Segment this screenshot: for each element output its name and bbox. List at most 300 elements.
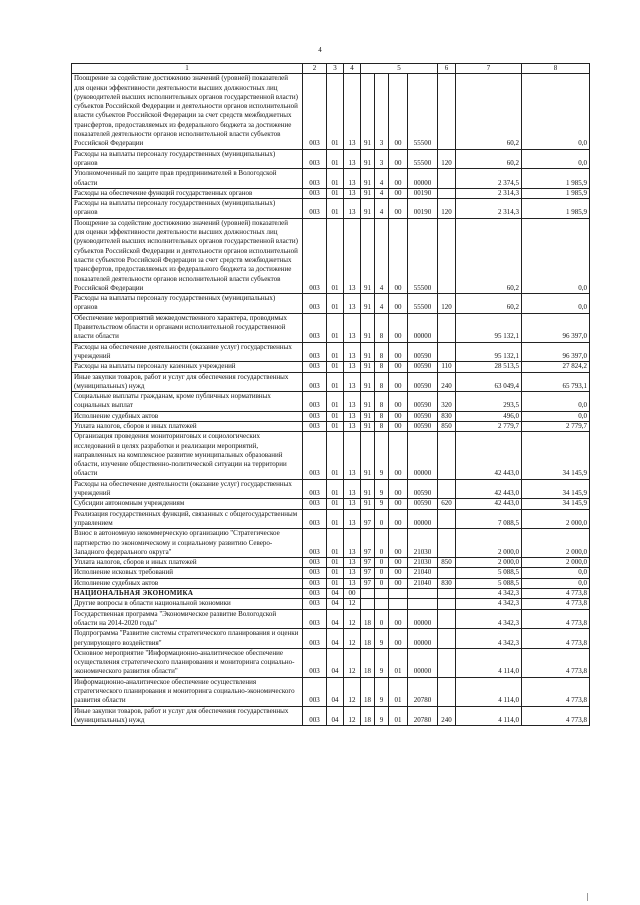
col-8: 0,0 xyxy=(522,218,590,293)
col-5c: 00 xyxy=(389,479,408,499)
col-4: 12 xyxy=(344,609,361,629)
col-7: 5 088,5 xyxy=(456,578,522,588)
col-7: 95 132,1 xyxy=(456,342,522,362)
col-5c: 00 xyxy=(389,149,408,169)
col-5c xyxy=(389,589,408,599)
row-name: Государственная программа "Экономическое развитие Вологодской области на 2014-2020 годы" xyxy=(72,609,303,629)
col-2: 003 xyxy=(303,421,327,431)
col-4: 12 xyxy=(344,599,361,609)
col-5b: 0 xyxy=(375,578,389,588)
col-4: 13 xyxy=(344,342,361,362)
col-5c: 00 xyxy=(389,218,408,293)
col-4: 12 xyxy=(344,629,361,649)
col-4: 13 xyxy=(344,411,361,421)
col-4: 12 xyxy=(344,706,361,726)
col-5a: 91 xyxy=(361,432,375,479)
col-8: 4 773,8 xyxy=(522,589,590,599)
col-2: 003 xyxy=(303,188,327,198)
col-5b: 9 xyxy=(375,432,389,479)
table-row xyxy=(72,499,590,509)
col-4: 13 xyxy=(344,479,361,499)
col-2: 003 xyxy=(303,218,327,293)
col-5b: 3 xyxy=(375,74,389,149)
col-2: 003 xyxy=(303,372,327,392)
col-6 xyxy=(438,609,456,629)
col-4: 13 xyxy=(344,169,361,189)
col-6: 830 xyxy=(438,411,456,421)
col-5d: 21040 xyxy=(408,578,438,588)
row-name: Исполнение судебных актов xyxy=(72,411,303,421)
col-3: 01 xyxy=(327,218,344,293)
col-5c: 00 xyxy=(389,294,408,314)
col-6: 620 xyxy=(438,499,456,509)
col-5a: 91 xyxy=(361,499,375,509)
col-5b: 9 xyxy=(375,479,389,499)
col-7: 2 314,3 xyxy=(456,188,522,198)
col-5d: 00590 xyxy=(408,392,438,412)
col-5b: 0 xyxy=(375,529,389,558)
col-7: 2 000,0 xyxy=(456,558,522,568)
col-8: 2 000,0 xyxy=(522,558,590,568)
col-3: 01 xyxy=(327,509,344,529)
col-7: 4 342,3 xyxy=(456,609,522,629)
col-5d: 00590 xyxy=(408,342,438,362)
col-5c: 00 xyxy=(389,188,408,198)
col-5b: 9 xyxy=(375,706,389,726)
table-row xyxy=(72,294,590,314)
col-5d: 00000 xyxy=(408,648,438,677)
row-name: Подпрограмма "Развитие системы стратегического планирования и оценки регулирующего воздействия" xyxy=(72,629,303,649)
col-5a: 91 xyxy=(361,411,375,421)
col-7: 4 342,3 xyxy=(456,599,522,609)
col-7: 2 314,3 xyxy=(456,199,522,219)
col-3: 01 xyxy=(327,411,344,421)
row-name: Обеспечение мероприятий межведомственного характера, проводимых Правительством области и органами исполнительной государственной власти области xyxy=(72,313,303,342)
col-5d: 55500 xyxy=(408,149,438,169)
col-6 xyxy=(438,648,456,677)
col-5c: 00 xyxy=(389,313,408,342)
col-5a: 91 xyxy=(361,294,375,314)
col-5d: 21030 xyxy=(408,558,438,568)
col-7: 4 114,0 xyxy=(456,706,522,726)
row-name: Реализация государственных функций, связанных с общегосударственным управлением xyxy=(72,509,303,529)
col-6: 850 xyxy=(438,421,456,431)
col-2: 003 xyxy=(303,149,327,169)
col-4: 13 xyxy=(344,509,361,529)
col-5b: 8 xyxy=(375,342,389,362)
col-2: 003 xyxy=(303,568,327,578)
table-row xyxy=(72,479,590,499)
header-col-5: 5 xyxy=(361,64,438,74)
col-4: 12 xyxy=(344,677,361,706)
col-5b: 9 xyxy=(375,499,389,509)
table-row xyxy=(72,589,590,599)
col-8: 65 793,1 xyxy=(522,372,590,392)
col-4: 13 xyxy=(344,294,361,314)
col-6: 830 xyxy=(438,578,456,588)
table-row xyxy=(72,578,590,588)
row-name: Расходы на обеспечение деятельности (оказание услуг) государственных учреждений xyxy=(72,479,303,499)
table-row xyxy=(72,199,590,219)
col-8: 0,0 xyxy=(522,411,590,421)
col-2: 003 xyxy=(303,609,327,629)
row-name: Поощрение за содействие достижению значений (уровней) показателей для оценки эффективности деятельности высших должностных лиц (руководителей высших исполнительных органов государственной власти) субъектов Российской Федерации и деятельности органов исполнительной власти субъектов Российской Федерации за счет средств межбюджетных трансфертов, предоставляемых из федерального бюджета за достижение показателей деятельности органов исполнительной власти субъектов Российской Федерации xyxy=(72,74,303,149)
table-row xyxy=(72,509,590,529)
col-6: 240 xyxy=(438,372,456,392)
table-row xyxy=(72,218,590,293)
col-5b: 0 xyxy=(375,558,389,568)
col-5d: 00000 xyxy=(408,609,438,629)
col-7: 60,2 xyxy=(456,218,522,293)
header-col-8: 8 xyxy=(522,64,590,74)
col-5d: 00000 xyxy=(408,509,438,529)
col-5c: 00 xyxy=(389,392,408,412)
col-5a: 91 xyxy=(361,188,375,198)
col-7: 95 132,1 xyxy=(456,313,522,342)
col-5c: 00 xyxy=(389,509,408,529)
col-2: 003 xyxy=(303,169,327,189)
col-8: 1 985,9 xyxy=(522,199,590,219)
page-number: 4 xyxy=(318,46,322,54)
col-7: 4 342,3 xyxy=(456,629,522,649)
col-8: 4 773,8 xyxy=(522,609,590,629)
col-6 xyxy=(438,479,456,499)
col-7: 63 049,4 xyxy=(456,372,522,392)
col-2: 003 xyxy=(303,313,327,342)
header-col-7: 7 xyxy=(456,64,522,74)
row-name: Уплата налогов, сборов и иных платежей xyxy=(72,558,303,568)
col-5a: 97 xyxy=(361,568,375,578)
col-3: 01 xyxy=(327,499,344,509)
row-name: Субсидии автономным учреждениям xyxy=(72,499,303,509)
row-name: Основное мероприятие "Информационно-аналитическое обеспечение осуществления стратегического планирования и мониторинга социально-экономического развития области" xyxy=(72,648,303,677)
col-5d xyxy=(408,589,438,599)
table-row xyxy=(72,342,590,362)
row-name: Расходы на обеспечение функций государственных органов xyxy=(72,188,303,198)
col-7: 60,2 xyxy=(456,294,522,314)
col-5b: 0 xyxy=(375,509,389,529)
row-name: Расходы на выплаты персоналу государственных (муниципальных) органов xyxy=(72,199,303,219)
col-6 xyxy=(438,599,456,609)
col-5b: 8 xyxy=(375,313,389,342)
col-8: 4 773,8 xyxy=(522,677,590,706)
col-3: 01 xyxy=(327,558,344,568)
col-3: 04 xyxy=(327,706,344,726)
col-5c: 00 xyxy=(389,558,408,568)
header-col-2: 2 xyxy=(303,64,327,74)
table-row xyxy=(72,529,590,558)
col-7: 4 114,0 xyxy=(456,648,522,677)
col-3: 01 xyxy=(327,432,344,479)
col-6 xyxy=(438,589,456,599)
header-col-3: 3 xyxy=(327,64,344,74)
header-col-1: 1 xyxy=(72,64,303,74)
col-2: 003 xyxy=(303,479,327,499)
col-5c: 01 xyxy=(389,648,408,677)
col-4: 13 xyxy=(344,432,361,479)
col-2: 003 xyxy=(303,509,327,529)
col-5a: 97 xyxy=(361,509,375,529)
col-5d: 00590 xyxy=(408,411,438,421)
table-row xyxy=(72,648,590,677)
col-3: 01 xyxy=(327,199,344,219)
col-3: 04 xyxy=(327,609,344,629)
col-5d: 00000 xyxy=(408,629,438,649)
col-7: 4 342,3 xyxy=(456,589,522,599)
col-5a: 97 xyxy=(361,529,375,558)
table-row xyxy=(72,432,590,479)
col-5c: 00 xyxy=(389,372,408,392)
col-5c xyxy=(389,599,408,609)
col-6 xyxy=(438,529,456,558)
col-5a: 91 xyxy=(361,421,375,431)
col-5a: 18 xyxy=(361,609,375,629)
edge-mark xyxy=(587,893,588,901)
col-5b: 4 xyxy=(375,294,389,314)
col-2: 003 xyxy=(303,558,327,568)
table-row xyxy=(72,568,590,578)
col-2: 003 xyxy=(303,362,327,372)
col-5a: 97 xyxy=(361,558,375,568)
row-name: Расходы на выплаты персоналу казенных учреждений xyxy=(72,362,303,372)
table-row xyxy=(72,599,590,609)
col-3: 01 xyxy=(327,313,344,342)
col-5c: 00 xyxy=(389,411,408,421)
col-5a: 18 xyxy=(361,677,375,706)
budget-table xyxy=(71,63,590,726)
col-6 xyxy=(438,218,456,293)
col-5d: 00000 xyxy=(408,169,438,189)
col-5a: 18 xyxy=(361,648,375,677)
table-row xyxy=(72,169,590,189)
row-name: Уполномоченный по защите прав предпринимателей в Вологодской области xyxy=(72,169,303,189)
col-8: 34 145,9 xyxy=(522,499,590,509)
col-5b: 8 xyxy=(375,392,389,412)
table-row xyxy=(72,362,590,372)
col-8: 1 985,9 xyxy=(522,169,590,189)
col-4: 13 xyxy=(344,578,361,588)
col-4: 13 xyxy=(344,74,361,149)
col-6: 110 xyxy=(438,362,456,372)
col-5a: 91 xyxy=(361,342,375,362)
col-5a: 91 xyxy=(361,74,375,149)
col-2: 003 xyxy=(303,432,327,479)
table-row xyxy=(72,372,590,392)
col-8: 2 000,0 xyxy=(522,529,590,558)
col-5a: 97 xyxy=(361,578,375,588)
col-3: 01 xyxy=(327,372,344,392)
col-5c: 00 xyxy=(389,169,408,189)
col-5c: 01 xyxy=(389,677,408,706)
col-5d: 00590 xyxy=(408,499,438,509)
row-name: НАЦИОНАЛЬНАЯ ЭКОНОМИКА xyxy=(72,589,303,599)
col-5c: 00 xyxy=(389,568,408,578)
col-5c: 00 xyxy=(389,499,408,509)
col-5c: 00 xyxy=(389,342,408,362)
col-3: 01 xyxy=(327,188,344,198)
col-5d: 00590 xyxy=(408,479,438,499)
col-6 xyxy=(438,342,456,362)
col-5d: 20780 xyxy=(408,706,438,726)
row-name: Уплата налогов, сборов и иных платежей xyxy=(72,421,303,431)
col-5b: 4 xyxy=(375,218,389,293)
row-name: Расходы на выплаты персоналу государственных (муниципальных) органов xyxy=(72,294,303,314)
col-3: 01 xyxy=(327,342,344,362)
col-6: 240 xyxy=(438,706,456,726)
table-row xyxy=(72,558,590,568)
col-2: 003 xyxy=(303,648,327,677)
col-3: 01 xyxy=(327,392,344,412)
col-4: 12 xyxy=(344,648,361,677)
col-5d: 00000 xyxy=(408,313,438,342)
col-7: 2 000,0 xyxy=(456,529,522,558)
col-5c: 00 xyxy=(389,529,408,558)
table-row xyxy=(72,421,590,431)
col-8: 34 145,9 xyxy=(522,479,590,499)
col-5d: 00590 xyxy=(408,372,438,392)
col-5d: 55500 xyxy=(408,294,438,314)
col-7: 42 443,0 xyxy=(456,432,522,479)
col-3: 01 xyxy=(327,294,344,314)
col-7: 496,0 xyxy=(456,411,522,421)
col-3: 01 xyxy=(327,421,344,431)
row-name: Исполнение судебных актов xyxy=(72,578,303,588)
row-name: Организация проведения мониторинговых и социологических исследований в целях разработки и реализации мероприятий, направленных на комплексное развитие муниципальных образований области, изучение общественно-политической ситуации на территории области xyxy=(72,432,303,479)
col-5b: 3 xyxy=(375,149,389,169)
table-row xyxy=(72,188,590,198)
col-5a: 91 xyxy=(361,149,375,169)
col-2: 003 xyxy=(303,74,327,149)
col-6 xyxy=(438,509,456,529)
row-name: Взнос в автономную некоммерческую организацию "Стратегическое партнерство по экономическому и социальному развитию Северо-Западного федерального округа" xyxy=(72,529,303,558)
col-5b: 9 xyxy=(375,629,389,649)
col-7: 60,2 xyxy=(456,74,522,149)
col-5d xyxy=(408,599,438,609)
col-5d: 55500 xyxy=(408,218,438,293)
col-8: 4 773,8 xyxy=(522,629,590,649)
col-5a: 91 xyxy=(361,313,375,342)
col-5c: 00 xyxy=(389,362,408,372)
row-name: Расходы на обеспечение деятельности (оказание услуг) государственных учреждений xyxy=(72,342,303,362)
col-5d: 55500 xyxy=(408,74,438,149)
col-5a: 18 xyxy=(361,629,375,649)
col-8: 96 397,0 xyxy=(522,313,590,342)
col-6 xyxy=(438,568,456,578)
col-4: 13 xyxy=(344,149,361,169)
col-5b: 0 xyxy=(375,609,389,629)
table-row xyxy=(72,609,590,629)
row-name: Иные закупки товаров, работ и услуг для обеспечения государственных (муниципальных) нужд xyxy=(72,372,303,392)
col-3: 04 xyxy=(327,677,344,706)
col-4: 13 xyxy=(344,199,361,219)
table-row xyxy=(72,149,590,169)
col-5b: 4 xyxy=(375,199,389,219)
col-5b: 8 xyxy=(375,421,389,431)
col-8: 2 000,0 xyxy=(522,509,590,529)
col-6 xyxy=(438,313,456,342)
col-3: 01 xyxy=(327,169,344,189)
col-4: 13 xyxy=(344,218,361,293)
col-4: 13 xyxy=(344,392,361,412)
col-8: 34 145,9 xyxy=(522,432,590,479)
col-2: 003 xyxy=(303,499,327,509)
col-2: 003 xyxy=(303,411,327,421)
col-5b: 9 xyxy=(375,677,389,706)
col-8: 4 773,8 xyxy=(522,648,590,677)
col-2: 003 xyxy=(303,599,327,609)
col-8: 0,0 xyxy=(522,149,590,169)
col-6 xyxy=(438,74,456,149)
row-name: Социальные выплаты гражданам, кроме публичных нормативных социальных выплат xyxy=(72,392,303,412)
col-2: 003 xyxy=(303,677,327,706)
col-8: 1 985,9 xyxy=(522,188,590,198)
col-5b: 4 xyxy=(375,188,389,198)
col-5b: 8 xyxy=(375,362,389,372)
col-5b xyxy=(375,599,389,609)
col-5d: 00000 xyxy=(408,432,438,479)
col-5a: 91 xyxy=(361,169,375,189)
col-8: 27 824,2 xyxy=(522,362,590,372)
col-8: 4 773,8 xyxy=(522,599,590,609)
row-name: Другие вопросы в области национальной экономики xyxy=(72,599,303,609)
col-4: 00 xyxy=(344,589,361,599)
table-body xyxy=(72,74,590,726)
col-5c: 00 xyxy=(389,609,408,629)
col-3: 01 xyxy=(327,362,344,372)
col-4: 13 xyxy=(344,188,361,198)
col-5a: 91 xyxy=(361,392,375,412)
col-5c: 00 xyxy=(389,432,408,479)
col-4: 13 xyxy=(344,529,361,558)
col-5d: 00190 xyxy=(408,199,438,219)
col-8: 0,0 xyxy=(522,392,590,412)
col-5b: 9 xyxy=(375,648,389,677)
col-7: 60,2 xyxy=(456,149,522,169)
col-5c: 00 xyxy=(389,421,408,431)
col-3: 04 xyxy=(327,648,344,677)
col-4: 13 xyxy=(344,362,361,372)
col-8: 0,0 xyxy=(522,294,590,314)
row-name: Информационно-аналитическое обеспечение осуществления стратегического планирования и мониторинга социально-экономического развития области xyxy=(72,677,303,706)
col-7: 7 088,5 xyxy=(456,509,522,529)
col-5d: 20780 xyxy=(408,677,438,706)
col-8: 0,0 xyxy=(522,74,590,149)
col-5b: 4 xyxy=(375,169,389,189)
col-2: 003 xyxy=(303,294,327,314)
col-6 xyxy=(438,677,456,706)
col-4: 13 xyxy=(344,372,361,392)
col-6: 320 xyxy=(438,392,456,412)
col-3: 04 xyxy=(327,589,344,599)
col-2: 003 xyxy=(303,578,327,588)
table-row xyxy=(72,411,590,421)
col-5d: 00190 xyxy=(408,188,438,198)
col-5c: 00 xyxy=(389,199,408,219)
col-3: 01 xyxy=(327,149,344,169)
table-row xyxy=(72,629,590,649)
col-5c: 01 xyxy=(389,706,408,726)
table-row xyxy=(72,74,590,149)
col-6: 120 xyxy=(438,199,456,219)
col-5a: 91 xyxy=(361,199,375,219)
col-3: 01 xyxy=(327,479,344,499)
col-5c: 00 xyxy=(389,74,408,149)
header-col-6: 6 xyxy=(438,64,456,74)
col-2: 003 xyxy=(303,199,327,219)
col-3: 04 xyxy=(327,629,344,649)
col-2: 003 xyxy=(303,629,327,649)
col-5c: 00 xyxy=(389,578,408,588)
